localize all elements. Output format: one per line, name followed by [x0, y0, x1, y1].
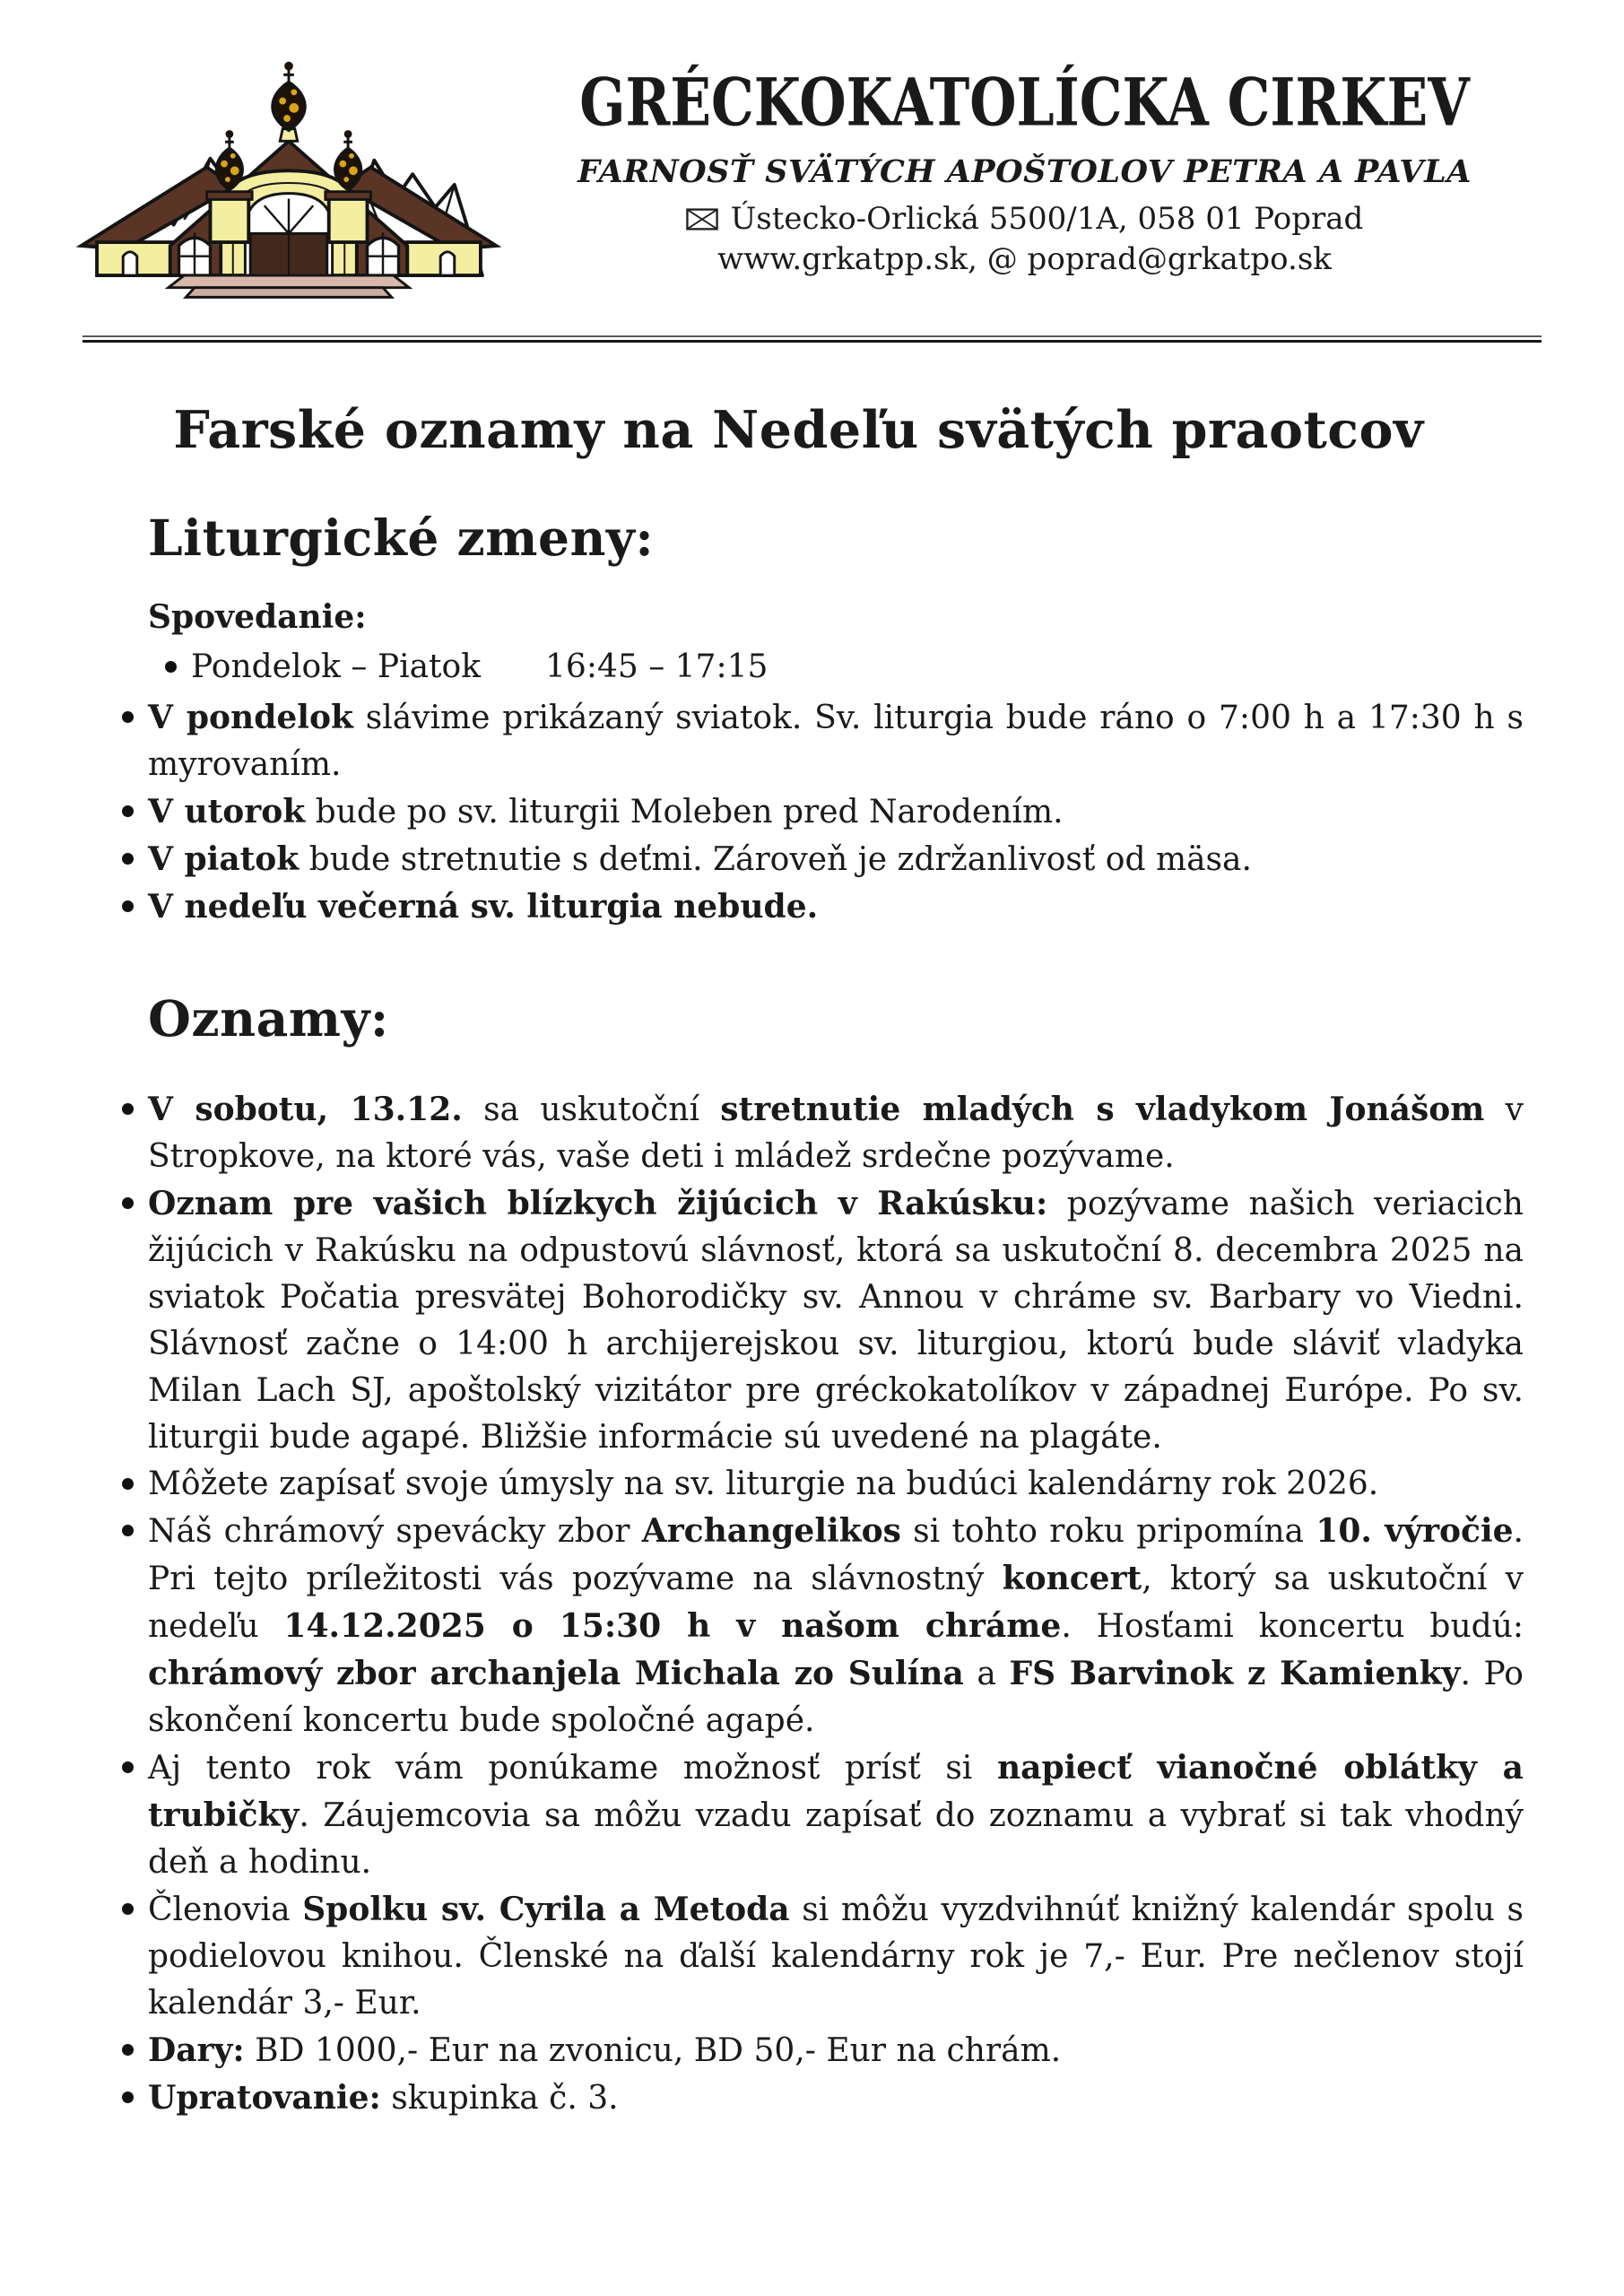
list-item: Dary: BD 1000,- Eur na zvonicu, BD 50,- Eur na chrám. — [148, 2027, 1524, 2074]
dome-icon — [273, 62, 306, 141]
list-item: Oznam pre vašich blízkych žijúcich v Rakúsku: pozývame našich veriacich žijúcich v Rakúsku na odpustovú slávnosť, ktorá sa uskutoční 8. decembra 2025 na sviatok Počatia presvätej Bohorodičky sv. Annou v chráme sv. Barbary vo Viedni. Slávnosť začne o 14:00 h archijerejskou sv. liturgiou, ktorú bude sláviť vladyka Milan Lach SJ, apoštolský vizitátor pre gréckokatolíkov v západnej Európe. Po sv. liturgii bude agapé. Bližšie informácie sú uvedené na plagáte. — [148, 1180, 1524, 1461]
list-item: Náš chrámový spevácky zbor Archangelikos si tohto roku pripomína 10. výročie. Pri tejto príležitosti vás pozývame na slávnostný koncert, ktorý sa uskutoční v nedeľu 14.12.2025 o 15:30 h v našom chráme. Hosťami koncertu budú: chrámový zbor archanjela Michala zo Sulína a FS Barvinok z Kamienky. Po skončení koncertu bude spoločné agapé. — [148, 1508, 1524, 1744]
section-heading: Liturgické zmeny: — [148, 509, 655, 568]
announcements-list — [148, 1086, 1524, 2122]
dome-icon — [335, 130, 361, 190]
section-liturgicke-zmeny — [148, 509, 1524, 930]
address-text: Ústecko-Orlická 5500/1A, 058 01 Poprad — [730, 201, 1364, 237]
list-item: Aj tento rok vám ponúkame možnosť prísť si napiecť vianočné oblátky a trubičky. Záujemcovia sa môžu vzadu zapísať do zoznamu a vybrať si tak vhodný deň a hodinu. — [148, 1744, 1524, 1886]
section-oznamy — [148, 990, 1524, 2122]
document-content — [148, 509, 1524, 2122]
liturgical-changes-list — [148, 694, 1524, 931]
section-heading: Oznamy: — [148, 988, 389, 1048]
list-item: Upratovanie: skupinka č. 3. — [148, 2074, 1524, 2122]
header-divider — [83, 335, 1541, 343]
website-line: www.grkatpp.sk, @ poprad@grkatpo.sk — [717, 241, 1332, 277]
org-name: GRÉCKOKATOLÍCKA CIRKEV — [579, 65, 1470, 142]
confession-schedule-list — [191, 644, 1524, 691]
confession-label: Spovedanie: — [148, 597, 367, 636]
list-item: V piatok bude stretnutie s deťmi. Zároveň je zdržanlivosť od mäsa. — [148, 836, 1524, 883]
dome-icon — [216, 130, 242, 190]
parish-name: FARNOSŤ SVÄTÝCH APOŠTOLOV PETRA A PAVLA — [578, 153, 1472, 190]
church-logo-icon — [74, 56, 504, 309]
envelope-icon — [686, 208, 718, 230]
list-item: Môžete zapísať svoje úmysly na sv. liturgie na budúci kalendárny rok 2026. — [148, 1461, 1524, 1508]
header-text-block — [504, 56, 1545, 277]
church-logo — [74, 56, 504, 309]
list-item: V utorok bude po sv. liturgii Moleben pred Narodením. — [148, 788, 1524, 836]
list-item: V nedeľu večerná sv. liturgia nebude. — [148, 883, 1524, 931]
address-line — [504, 201, 1545, 237]
list-item: Členovia Spolku sv. Cyrila a Metoda si môžu vyzdvihnúť knižný kalendár spolu s podielovou knihou. Členské na ďalší kalendárny rok je 7,- Eur. Pre nečlenov stojí kalendár 3,- Eur. — [148, 1886, 1524, 2027]
page-title: Farské oznamy na Nedeľu svätých praotcov — [173, 400, 1424, 460]
parish-header — [0, 0, 1624, 309]
list-item: Pondelok – Piatok 16:45 – 17:15 — [191, 644, 1524, 691]
list-item: V sobotu, 13.12. sa uskutoční stretnutie mladých s vladykom Jonášom v Stropkove, na ktoré vás, vaše deti i mládež srdečne pozývame. — [148, 1086, 1524, 1180]
list-item: V pondelok slávime prikázaný sviatok. Sv. liturgia bude ráno o 7:00 h a 17:30 h s myrovaním. — [148, 694, 1524, 788]
